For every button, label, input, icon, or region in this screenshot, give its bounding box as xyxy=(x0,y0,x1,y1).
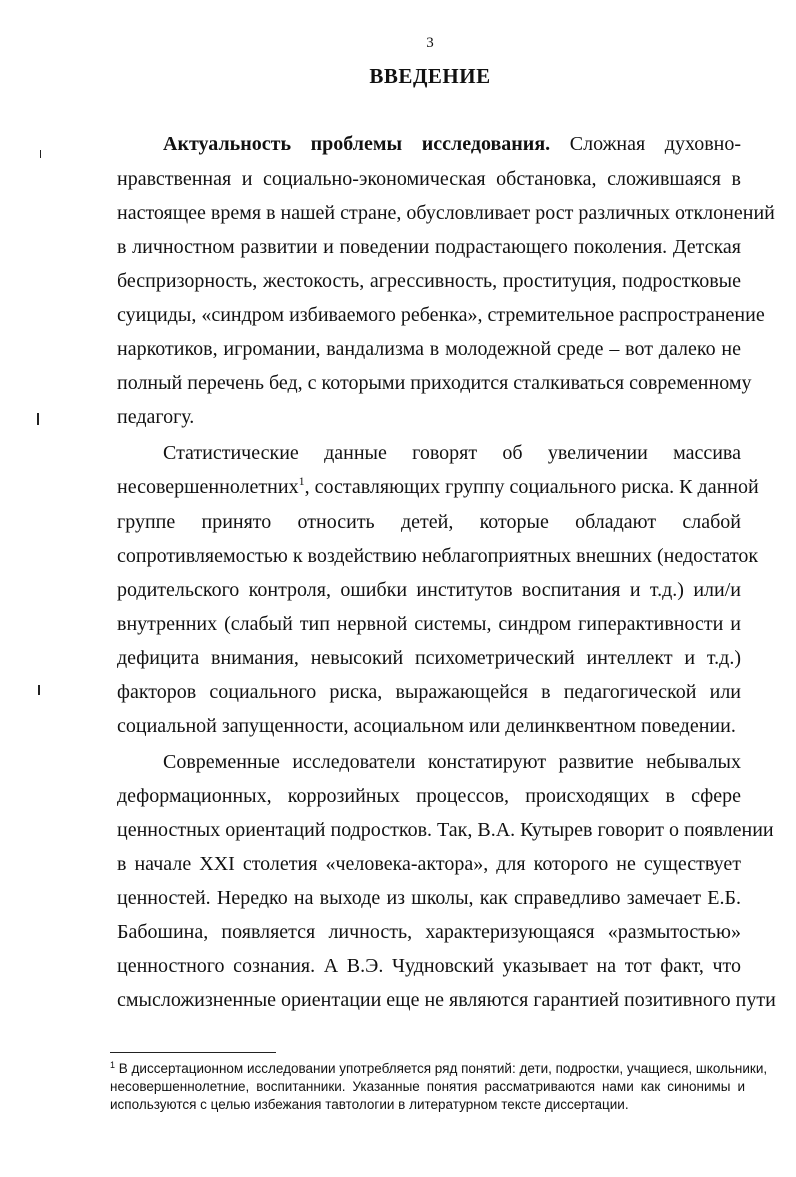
text-line: наркотиков, игромании, вандализма в молодежной среде – вот далеко не xyxy=(117,338,741,360)
text-line xyxy=(163,127,741,161)
text-line: беспризорность, жестокость, агрессивность, проституция, подростковые xyxy=(117,270,741,292)
scan-margin-mark xyxy=(38,685,40,695)
text-line: родительского контроля, ошибки институтов воспитания и т.д.) или/и xyxy=(117,579,741,601)
scan-margin-mark xyxy=(37,413,39,425)
text-line: ценностных ориентаций подростков. Так, В.А. Кутырев говорит о появлении xyxy=(117,819,774,841)
text-line xyxy=(117,470,759,504)
footnote-line xyxy=(110,1060,768,1077)
text-fragment: Сложная духовно- xyxy=(569,133,741,155)
text-line: суициды, «синдром избиваемого ребенка», стремительное распространение xyxy=(117,304,765,326)
text-line: факторов социального риска, выражающейся в педагогической или xyxy=(117,681,741,703)
section-lead: Актуальность проблемы исследования. xyxy=(163,133,551,155)
text-line: социальной запущенности, асоциальном или делинквентном поведении. xyxy=(117,715,736,737)
text-line: внутренних (слабый тип нервной системы, синдром гиперактивности и xyxy=(117,613,741,635)
text-line: нравственная и социально-экономическая обстановка, сложившаяся в xyxy=(117,168,741,190)
text-line: дефицита внимания, невысокий психометрический интеллект и т.д.) xyxy=(117,647,741,669)
text-line: сопротивляемостью к воздействию неблагоприятных внешних (недостаток xyxy=(117,545,759,567)
text-line: ценностного сознания. А В.Э. Чудновский указывает на тот факт, что xyxy=(117,955,741,977)
text-fragment: , составляющих группу социального риска. К данной xyxy=(304,476,759,498)
footnote-mark: 1 xyxy=(110,1060,116,1070)
text-line: в личностном развитии и поведении подрастающего поколения. Детская xyxy=(117,236,741,258)
text-line: Современные исследователи констатируют развитие небывалых xyxy=(163,751,741,773)
text-line: смысложизненные ориентации еще не являются гарантией позитивного пути xyxy=(117,989,776,1011)
text-fragment: несовершеннолетних xyxy=(117,476,299,498)
scan-margin-mark xyxy=(40,150,41,158)
page-number: 3 xyxy=(426,35,434,51)
text-line: деформационных, коррозийных процессов, происходящих в сфере xyxy=(117,785,741,807)
text-line: полный перечень бед, с которыми приходится сталкиваться современному xyxy=(117,372,752,394)
footnote-separator xyxy=(110,1052,276,1053)
text-line: группе принято относить детей, которые обладают слабой xyxy=(117,511,741,533)
text-line: педагогу. xyxy=(117,406,195,428)
footnote-reference[interactable]: 1 xyxy=(298,474,305,488)
text-line: Бабошина, появляется личность, характеризующаяся «размытостью» xyxy=(117,921,741,943)
text-line: в начале XXI столетия «человека-актора», для которого не существует xyxy=(117,853,741,875)
footnote-line: используются с целью избежания тавтологии в литературном тексте диссертации. xyxy=(110,1097,629,1112)
footnote-line: несовершеннолетние, воспитанники. Указанные понятия рассматриваются нами как синонимы и xyxy=(110,1079,745,1094)
text-line: Статистические данные говорят об увеличении массива xyxy=(163,442,741,464)
text-line: настоящее время в нашей стране, обусловливает рост различных отклонений xyxy=(117,202,775,224)
text-fragment: В диссертационном исследовании употребляется ряд понятий: дети, подростки, учащиеся, школьники, xyxy=(118,1061,768,1076)
section-heading: ВВЕДЕНИЕ xyxy=(369,64,491,88)
text-line: ценностей. Нередко на выходе из школы, как справедливо замечает Е.Б. xyxy=(117,887,741,909)
